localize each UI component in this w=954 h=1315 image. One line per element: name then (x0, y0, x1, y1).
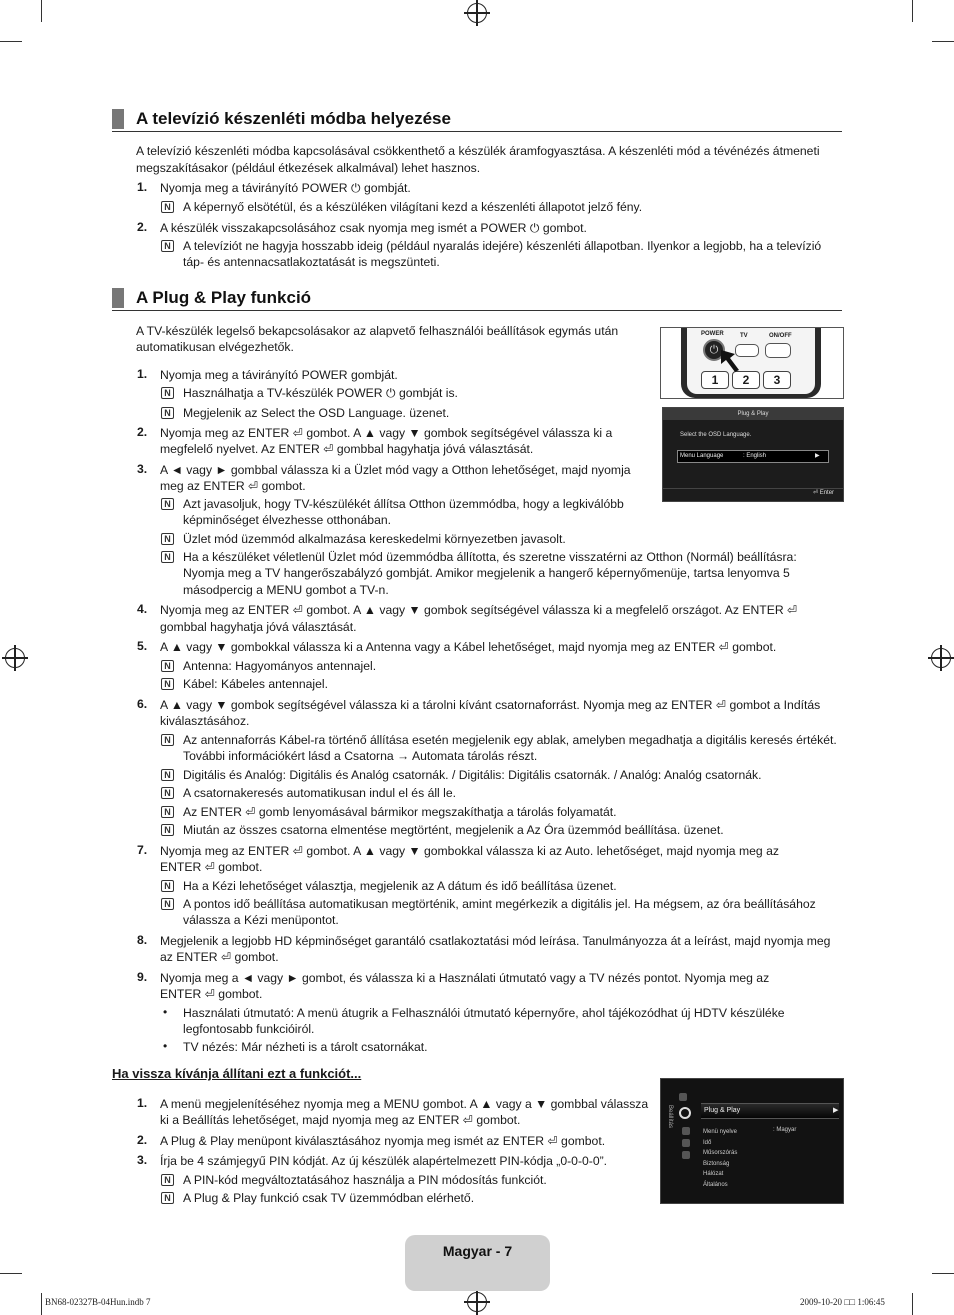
note-icon: N (161, 201, 174, 213)
step-number: 2. (137, 1133, 148, 1147)
registration-mark-icon (467, 3, 487, 23)
osd-menu-row: Műsorszórás (703, 1150, 738, 1156)
step-text: Nyomja meg a távirányító POWER gombját. (160, 368, 398, 382)
note-text: A PIN-kód megváltoztatásához használja a PIN módosítás funkciót. (183, 1173, 547, 1187)
step-number: 5. (137, 639, 148, 653)
step-text: Nyomja meg az ENTER ⏎ gombot. A ▲ vagy ▼ gombok segítségével válassza ki a megfelelő országot. Az ENTER ⏎ (160, 603, 798, 617)
osd-label: Menu Language (680, 453, 724, 459)
page-label: Magyar - 7 (442, 1243, 513, 1259)
crop-mark (932, 41, 954, 42)
osd-menu-value: : Magyar (773, 1127, 797, 1133)
note-text: Antenna: Hagyományos antennajel. (183, 659, 377, 673)
menu-icon (682, 1127, 690, 1135)
step-number: 1. (137, 180, 148, 194)
crop-mark (41, 0, 42, 22)
osd-prompt: Select the OSD Language. (680, 432, 752, 438)
note-text: A televíziót ne hagyja hosszabb ideig (például nyaralás idejére) készenléti állapotban. Ilyenkor a legjobb, ha a televízió (183, 239, 822, 253)
step-number: 2. (137, 425, 148, 439)
arrow-right-icon: ▶ (815, 453, 820, 459)
step-text: Nyomja meg az ENTER ⏎ gombot. A ▲ vagy ▼ gombok segítségével válassza ki a (160, 426, 613, 440)
step-text: Nyomja meg a ◄ vagy ► gombot, és válassza ki a Használati útmutató vagy a TV nézés pontot. Nyomja meg az (160, 971, 770, 985)
note-icon: N (161, 678, 174, 690)
crop-mark (912, 1293, 913, 1315)
osd-selected-item: Plug & Play (704, 1107, 741, 1114)
step-text: Nyomja meg az ENTER ⏎ gombot. A ▲ vagy ▼ gombokkal válassza ki az Auto. lehetőséget, majd nyomja meg az (160, 844, 779, 858)
crop-mark (0, 1273, 22, 1274)
gear-icon (679, 1107, 691, 1119)
step-text: További információkért lásd a Csatorna → Automata tárolás részt. (183, 749, 538, 763)
section-heading (112, 109, 842, 132)
note-icon: N (161, 660, 174, 672)
bullet-icon: • (163, 1005, 168, 1019)
note-icon: N (161, 787, 174, 799)
heading-bar (112, 109, 124, 129)
step-text: az ENTER ⏎ gombot. (160, 950, 279, 964)
menu-icon (682, 1151, 690, 1159)
note-icon: N (161, 407, 174, 419)
step-text: Nyomja meg a TV hangerőszabályzó gombját. Amikor megjelenik a hangerő képernyőmenüje, tartsa lenyomva 5 (183, 566, 790, 580)
note-text: Azt javasoljuk, hogy TV-készülékét állítsa Otthon üzemmódba, hogy a legkiválóbb (183, 497, 624, 511)
step-number: 3. (137, 1153, 148, 1167)
step-text: A készülék visszakapcsolásához csak nyomja meg ismét a POWER ⏻ gombot. (160, 221, 587, 235)
paragraph: megszakításakor (például étkezések alkalmával) lehet hasznos. (136, 161, 481, 175)
power-button-icon: ⏻ (703, 339, 725, 361)
step-number: 9. (137, 970, 148, 984)
step-text: Megjelenik a legjobb HD képminőséget garantáló csatlakoztatási mód leírása. Tanulmányozza át a leírást, majd nyomja meg (160, 934, 831, 948)
note-text: Miután az összes csatorna elmentése megtörtént, megjelenik a Az Óra üzemmód beállítása. üzenet. (183, 823, 724, 837)
osd-menu-row: Hálózat (703, 1171, 724, 1177)
step-number: 3. (137, 462, 148, 476)
footer-left: BN68-02327B-04Hun.indb 7 (45, 1297, 151, 1307)
digit-button: 3 (763, 371, 791, 389)
arrow-right-icon: ▶ (833, 1107, 839, 1114)
osd-title: Plug & Play (663, 408, 843, 420)
note-text: Kábel: Kábeles antennajel. (183, 677, 329, 691)
step-text: legfontosabb funkcióiról. (183, 1022, 315, 1036)
note-icon: N (161, 806, 174, 818)
note-icon: N (161, 1174, 174, 1186)
note-text: A csatornakeresés automatikusan indul el és áll le. (183, 786, 457, 800)
step-text: válassza a Kézi menüpontot. (183, 913, 339, 927)
step-text: A ◄ vagy ► gombbal válassza ki a Üzlet mód vagy a Otthon lehetőséget, majd nyomja (160, 463, 631, 477)
step-text: Használati útmutató: A menü átugrik a Felhasználói útmutató képernyőre, ahol tájékozódhat új HDTV készüléke (183, 1006, 785, 1020)
osd-value: : English (743, 453, 767, 459)
osd-menu-row: Biztonság (703, 1160, 730, 1167)
crop-mark (0, 41, 22, 42)
page-number-box (405, 1235, 550, 1291)
note-text: A pontos idő beállítása automatikusan megtörténik, amint megérkezik a digitális jel. Ha mégsem, az óra beállításához (183, 897, 816, 911)
arrow-icon (721, 350, 741, 372)
crop-mark (912, 0, 913, 22)
step-text: megfelelő nyelvet. Az ENTER ⏎ gombbal hagyhatja jóvá választását. (160, 442, 534, 456)
note-icon: N (161, 551, 174, 563)
note-icon: N (161, 498, 174, 510)
crop-mark (932, 1273, 954, 1274)
bullet-icon: • (163, 1039, 168, 1053)
note-text: Ha a Kézi lehetőséget választja, megjelenik az A dátum és idő beállítása üzenet. (183, 879, 617, 893)
step-text: Írja be 4 számjegyű PIN kódját. Az új készülék alapértelmezett PIN-kódja „0-0-0-0”. (160, 1154, 608, 1168)
step-text: képminőséget élvezhesse otthonában. (183, 513, 392, 527)
step-text: másodpercig a MENU gombot a TV-n. (183, 583, 389, 597)
step-text: A ▲ vagy ▼ gombokkal válassza ki a Antenna vagy a Kábel lehetőséget, majd nyomja meg az ENTER ⏎ gombot. (160, 640, 777, 654)
step-text: Nyomja meg a távirányító POWER ⏻ gombját. (160, 181, 411, 195)
note-icon: N (161, 387, 174, 399)
osd-menu-list (703, 1127, 737, 1190)
note-text: Digitális és Analóg: Digitális és Analóg csatornák. / Digitális: Digitális csatornák. / Analóg: Analóg csatornák. (183, 768, 762, 782)
registration-mark-icon (467, 1292, 487, 1312)
note-text: A képernyő elsötétül, és a készüléken világítani kezd a készenléti állapotot jelző fény. (183, 200, 643, 214)
note-icon: N (161, 533, 174, 545)
step-text: meg az ENTER ⏎ gombot. (160, 479, 306, 493)
step-text: ki a Beállítás lehetőséget, majd nyomja meg az ENTER ⏎ gombot. (160, 1113, 521, 1127)
step-number: 6. (137, 697, 148, 711)
note-icon: N (161, 1192, 174, 1204)
step-number: 2. (137, 220, 148, 234)
note-icon: N (161, 880, 174, 892)
note-icon: N (161, 824, 174, 836)
step-text: A menü megjelenítéséhez nyomja meg a MENU gombot. A ▲ vagy a ▼ gombbal válassza (160, 1097, 649, 1111)
step-text: A ▲ vagy ▼ gombok segítségével válassza ki a tárolni kívánt csatornaforrást. Nyomja meg az ENTER ⏎ gombot a Indítás (160, 698, 821, 712)
paragraph: A TV-készülék legelső bekapcsolásakor az alapvető felhasználói beállítások egymás után (136, 324, 619, 338)
note-text: Az antennaforrás Kábel-ra történő állítása esetén megjelenik egy ablak, amelyben megadhatja a digitális keresés értékét. (183, 733, 837, 747)
heading-bar (112, 288, 124, 308)
onoff-label: ON/OFF (769, 333, 792, 339)
tv-label: TV (740, 333, 748, 339)
section-heading (112, 288, 842, 311)
section-title: A televízió készenléti módba helyezése (136, 109, 451, 128)
note-icon: N (161, 769, 174, 781)
note-icon: N (161, 240, 174, 252)
menu-icon (679, 1093, 687, 1101)
step-text: A Plug & Play menüpont kiválasztásához nyomja meg ismét az ENTER ⏎ gombot. (160, 1134, 606, 1148)
subsection-title: Ha vissza kívánja állítani ezt a funkciót... (112, 1066, 362, 1081)
step-number: 4. (137, 602, 148, 616)
osd-menu-row: Menü nyelve (703, 1129, 738, 1135)
footer-right: 2009-10-20 □□ 1:06:45 (800, 1297, 885, 1307)
osd-side-label: Beállítás (667, 1105, 673, 1129)
note-text: Ha a készüléket véletlenül Üzlet mód üzemmódba állította, és szeretne visszatérni az Otthon (Normál) beállításra: (183, 550, 797, 564)
remote-control-image (660, 327, 844, 399)
registration-mark-icon (931, 648, 951, 668)
enter-icon: ⏎ (813, 490, 820, 496)
digit-button: 1 (701, 371, 729, 389)
step-number: 1. (137, 367, 148, 381)
paragraph: A televízió készenléti módba kapcsolásával csökkenthető a készülék áramfogyasztása. A készenléti mód a tévénézés átmeneti (136, 144, 820, 158)
paragraph: automatikusan elvégezhetők. (136, 340, 294, 354)
onoff-button-icon (765, 343, 791, 358)
note-icon: N (161, 734, 174, 746)
digit-button: 2 (732, 371, 760, 389)
step-number: 8. (137, 933, 148, 947)
step-text: kiválasztásához. (160, 714, 250, 728)
step-text: gombbal hagyhatja jóvá választását. (160, 620, 357, 634)
step-number: 7. (137, 843, 148, 857)
osd-language-screen (662, 407, 844, 502)
crop-mark (41, 1293, 42, 1315)
step-text: ENTER ⏎ gombot. (160, 860, 263, 874)
osd-enter: Enter (819, 490, 835, 496)
section-title: A Plug & Play funkció (136, 288, 312, 307)
note-text: Használhatja a TV-készülék POWER ⏻ gombját is. (183, 386, 458, 400)
osd-setup-menu (660, 1078, 844, 1204)
note-text: A Plug & Play funkció csak TV üzemmódban elérhető. (183, 1191, 475, 1205)
osd-menu-row: Általános (703, 1181, 728, 1188)
note-text: táp- és antennacsatlakoztatását is megszünteti. (183, 255, 440, 269)
note-text: Üzlet mód üzemmód alkalmazása kereskedelmi környezetben javasolt. (183, 532, 566, 546)
step-text: ENTER ⏎ gombot. (160, 987, 263, 1001)
note-text: Az ENTER ⏎ gomb lenyomásával bármikor megszakíthatja a tárolás folyamatát. (183, 805, 617, 819)
note-text: Megjelenik az Select the OSD Language. üzenet. (183, 406, 450, 420)
registration-mark-icon (5, 648, 25, 668)
power-label: POWER (701, 331, 724, 337)
step-text: TV nézés: Már nézheti is a tárolt csatornákat. (183, 1040, 428, 1054)
osd-menu-row: Idő (703, 1139, 712, 1146)
menu-icon (682, 1139, 690, 1147)
step-number: 1. (137, 1096, 148, 1110)
note-icon: N (161, 898, 174, 910)
